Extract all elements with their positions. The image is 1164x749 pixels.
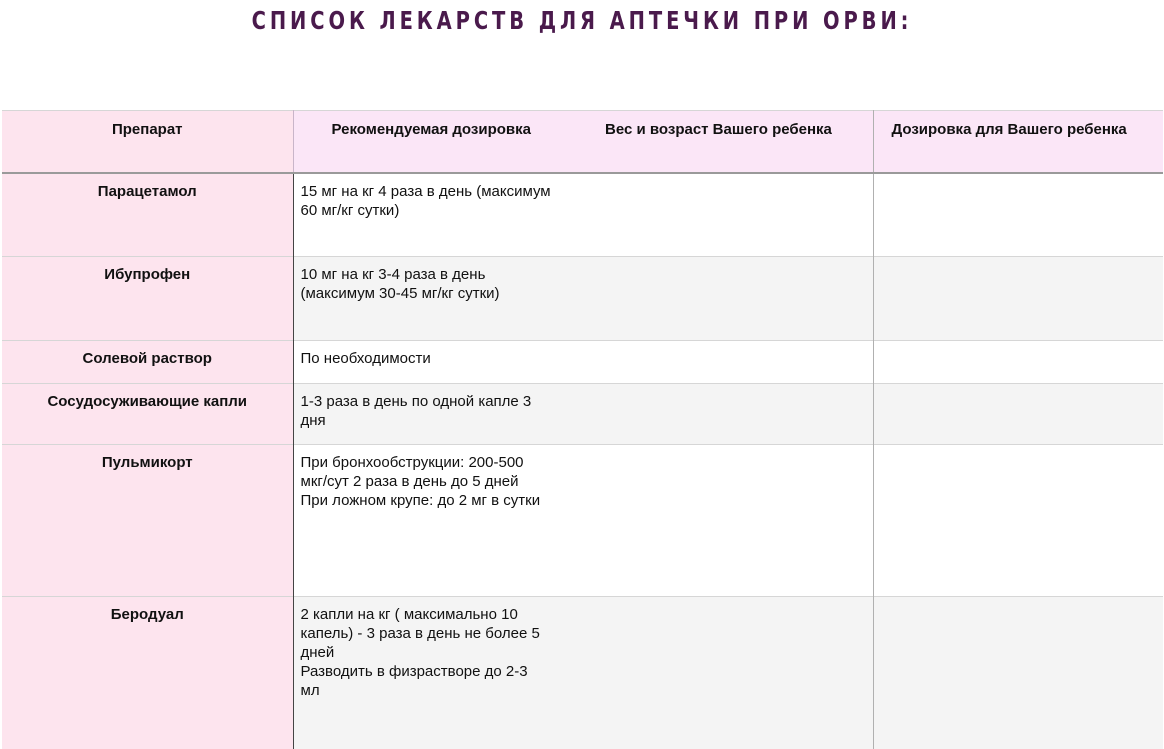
weight-age-cell[interactable] [583, 257, 873, 341]
dose-cell [293, 173, 583, 257]
table-header-row [2, 111, 1163, 173]
dose-cell [293, 384, 583, 445]
drug-name: Ибупрофен [2, 257, 293, 341]
weight-age-cell[interactable] [583, 384, 873, 445]
weight-age-cell[interactable] [583, 173, 873, 257]
header-weight-age: Вес и возраст Вашего ребенка [583, 111, 873, 173]
medication-table [2, 110, 1163, 749]
header-drug: Препарат [2, 111, 293, 173]
weight-age-cell[interactable] [583, 597, 873, 749]
table-row [2, 597, 1163, 749]
child-dose-cell[interactable] [873, 384, 1163, 445]
table-row [2, 341, 1163, 384]
weight-age-cell[interactable] [583, 341, 873, 384]
child-dose-cell[interactable] [873, 597, 1163, 749]
weight-age-cell[interactable] [583, 445, 873, 597]
dose-cell [293, 257, 583, 341]
table-row [2, 445, 1163, 597]
dose-text: 15 мг на кг 4 раза в день (максимум 60 мг/кг сутки) [300, 182, 551, 219]
header-dose: Рекомендуемая дозировка [293, 111, 583, 173]
table-row [2, 173, 1163, 257]
dose-cell [293, 445, 583, 597]
child-dose-cell[interactable] [873, 257, 1163, 341]
page-title: СПИСОК ЛЕКАРСТВ ДЛЯ АПТЕЧКИ ПРИ ОРВИ: [251, 6, 913, 35]
dose-cell [293, 597, 583, 749]
table-row [2, 384, 1163, 445]
child-dose-cell[interactable] [873, 445, 1163, 597]
dose-text: По необходимости [300, 350, 431, 367]
drug-name: Пульмикорт [2, 445, 293, 597]
drug-name: Солевой раствор [2, 341, 293, 384]
child-dose-cell[interactable] [873, 173, 1163, 257]
child-dose-cell[interactable] [873, 341, 1163, 384]
header-child-dose: Дозировка для Вашего ребенка [873, 111, 1163, 173]
dose-cell [293, 341, 583, 384]
drug-name: Сосудосуживающие капли [2, 384, 293, 445]
dose-text: 10 мг на кг 3-4 раза в день (максимум 30-45 мг/кг сутки) [300, 266, 500, 302]
table-row [2, 257, 1163, 341]
dose-text: 2 капли на кг ( максимально 10 капель) - 3 раза в день не более 5 дней Разводить в физрастворе до 2-3 мл [300, 606, 540, 699]
drug-name: Беродуал [2, 597, 293, 749]
dose-text: При бронхообструкции: 200-500 мкг/сут 2 раза в день до 5 дней При ложном крупе: до 2 мг в сутки [300, 454, 541, 509]
drug-name: Парацетамол [2, 173, 293, 257]
dose-text: 1-3 раза в день по одной капле 3 дня [300, 393, 532, 429]
